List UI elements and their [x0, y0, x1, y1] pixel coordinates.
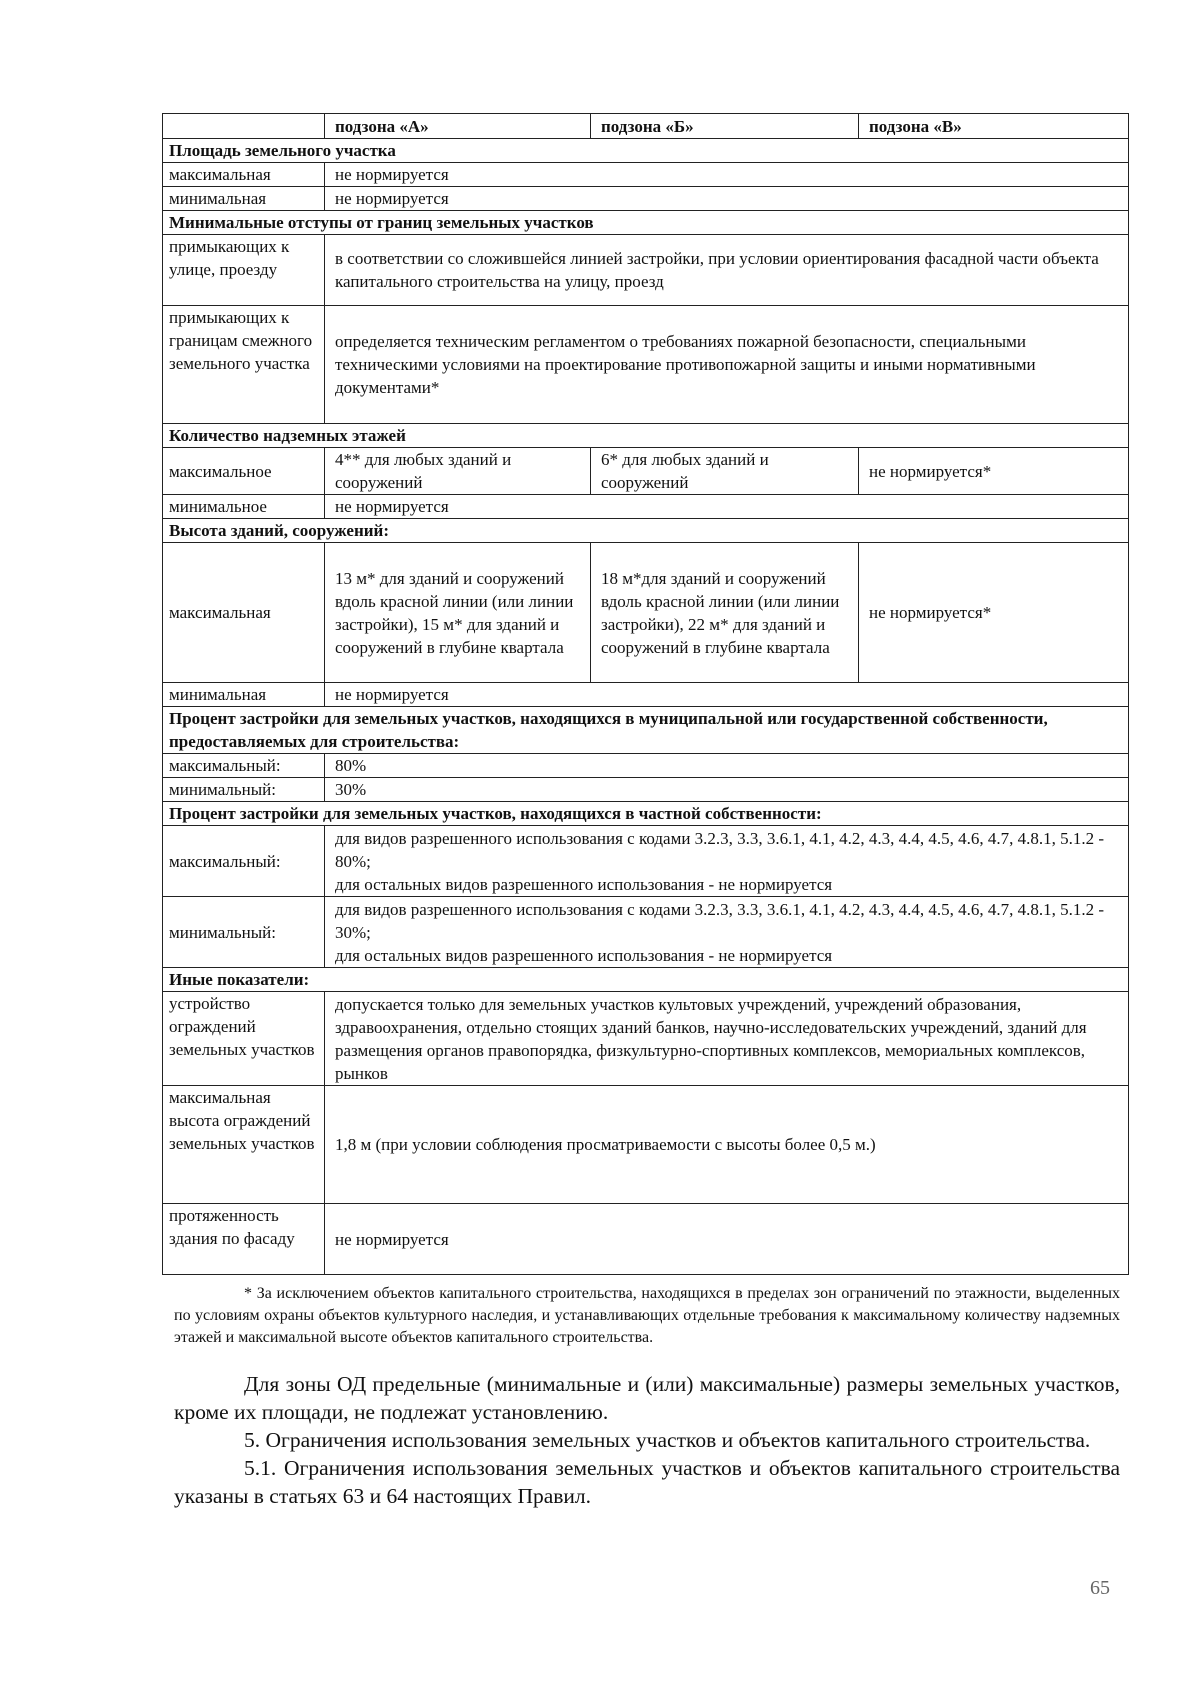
section-title-other: Иные показатели:	[163, 968, 1129, 992]
table-row	[163, 1086, 1129, 1204]
row-label: минимальный:	[163, 897, 325, 968]
section-title-height: Высота зданий, сооружений:	[163, 519, 1129, 543]
header-cell-empty	[163, 114, 325, 139]
section-title-floors: Количество надземных этажей	[163, 424, 1129, 448]
row-value: определяется техническим регламентом о требованиях пожарной безопасности, специальными техническими условиями на проектирование противопожарной защиты и иными нормативными документами*	[325, 306, 1129, 424]
zoning-parameters-table	[162, 113, 1129, 1275]
row-label: минимальный:	[163, 778, 325, 802]
section-row-height	[163, 519, 1129, 543]
table-row	[163, 543, 1129, 683]
table-row	[163, 992, 1129, 1086]
row-value: не нормируется	[325, 163, 1129, 187]
row-label: максимальная	[163, 163, 325, 187]
coverage-max-codes: для видов разрешенного использования с кодами 3.2.3, 3.3, 3.6.1, 4.1, 4.2, 4.3, 4.4, 4.5, 4.6, 4.7, 4.8.1, 5.1.2 - 80%;	[335, 828, 1105, 871]
row-value: 80%	[325, 754, 1129, 778]
paragraph: 5. Ограничения использования земельных участков и объектов капитального строительства.	[244, 1428, 1091, 1452]
paragraph: 5.1. Ограничения использования земельных участков и объектов капитального строительства указаны в статьях 63 и 64 настоящих Правил.	[174, 1456, 1120, 1508]
coverage-min-other: для остальных видов разрешенного использования - не нормируется	[335, 945, 833, 965]
row-label: устройство ограждений земельных участков	[163, 992, 325, 1086]
coverage-min-codes: для видов разрешенного использования с кодами 3.2.3, 3.3, 3.6.1, 4.1, 4.2, 4.3, 4.4, 4.5, 4.6, 4.7, 4.8.1, 5.1.2 - 30%;	[335, 899, 1105, 942]
row-value	[325, 826, 1129, 897]
row-label: максимальный:	[163, 826, 325, 897]
row-value: 1,8 м (при условии соблюдения просматриваемости с высоты более 0,5 м.)	[325, 1086, 1129, 1204]
row-label: максимальная высота ограждений земельных участков	[163, 1086, 325, 1204]
row-value-b: 18 м*для зданий и сооружений вдоль красной линии (или линии застройки), 22 м* для зданий и сооружений в глубине квартала	[591, 543, 859, 683]
table-header-row	[163, 114, 1129, 139]
table-row	[163, 163, 1129, 187]
row-label: минимальная	[163, 683, 325, 707]
table-row	[163, 826, 1129, 897]
table-row	[163, 448, 1129, 495]
section-title-private-coverage: Процент застройки для земельных участков, находящихся в частной собственности:	[163, 802, 1129, 826]
section-title-setbacks: Минимальные отступы от границ земельных участков	[163, 211, 1129, 235]
row-value: не нормируется	[325, 495, 1129, 519]
section-title-public-coverage: Процент застройки для земельных участков, находящихся в муниципальной или государственной собственности, предоставляемых для строительства:	[163, 707, 1129, 754]
row-value: не нормируется	[325, 187, 1129, 211]
table-row	[163, 187, 1129, 211]
row-value: 30%	[325, 778, 1129, 802]
section-row-other	[163, 968, 1129, 992]
header-subzone-a: подзона «А»	[325, 114, 591, 139]
table-row	[163, 495, 1129, 519]
row-label: примыкающих к границам смежного земельного участка	[163, 306, 325, 424]
footnote-text: * За исключением объектов капитального строительства, находящихся в пределах зон ограничений по этажности, выделенных по условиям охраны объектов культурного наследия, и устанавливающих отдельные требования к максимальному количеству надземных этажей и максимальной высоте объектов капитального строительства.	[174, 1285, 1120, 1346]
row-value	[325, 897, 1129, 968]
section-row-setbacks	[163, 211, 1129, 235]
table-row	[163, 1204, 1129, 1275]
row-label: примыкающих к улице, проезду	[163, 235, 325, 306]
header-subzone-c: подзона «В»	[859, 114, 1129, 139]
row-value: допускается только для земельных участков культовых учреждений, учреждений образования, здравоохранения, отдельно стоящих зданий банков, научно-исследовательских учреждений, зданий для размещения органов правопорядка, физкультурно-спортивных комплексов, мемориальных комплексов, рынков	[325, 992, 1129, 1086]
coverage-max-other: для остальных видов разрешенного использования - не нормируется	[335, 874, 833, 894]
page-number: 65	[1090, 1577, 1110, 1599]
section-row-floors	[163, 424, 1129, 448]
header-subzone-b: подзона «Б»	[591, 114, 859, 139]
row-label: минимальная	[163, 187, 325, 211]
body-text	[174, 1370, 1120, 1510]
table-row	[163, 306, 1129, 424]
section-row-private-coverage	[163, 802, 1129, 826]
section-title-area: Площадь земельного участка	[163, 139, 1129, 163]
table-row	[163, 897, 1129, 968]
row-value: не нормируется	[325, 683, 1129, 707]
row-value-a: 13 м* для зданий и сооружений вдоль красной линии (или линии застройки), 15 м* для зданий и сооружений в глубине квартала	[325, 543, 591, 683]
row-value-a: 4** для любых зданий и сооружений	[325, 448, 591, 495]
row-label: максимальное	[163, 448, 325, 495]
table-row	[163, 778, 1129, 802]
row-label: максимальная	[163, 543, 325, 683]
table-row	[163, 754, 1129, 778]
paragraph: Для зоны ОД предельные (минимальные и (или) максимальные) размеры земельных участков, кроме их площади, не подлежат установлению.	[174, 1372, 1120, 1424]
row-value-c: не нормируется*	[859, 543, 1129, 683]
row-label: минимальное	[163, 495, 325, 519]
row-label: максимальный:	[163, 754, 325, 778]
footnote-block	[174, 1283, 1120, 1349]
row-value-c: не нормируется*	[859, 448, 1129, 495]
row-label: протяженность здания по фасаду	[163, 1204, 325, 1275]
row-value: не нормируется	[325, 1204, 1129, 1275]
table-row	[163, 235, 1129, 306]
row-value: в соответствии со сложившейся линией застройки, при условии ориентирования фасадной части объекта капитального строительства на улицу, проезд	[325, 235, 1129, 306]
row-value-b: 6* для любых зданий и сооружений	[591, 448, 859, 495]
section-row-public-coverage	[163, 707, 1129, 754]
section-row-area	[163, 139, 1129, 163]
table-row	[163, 683, 1129, 707]
